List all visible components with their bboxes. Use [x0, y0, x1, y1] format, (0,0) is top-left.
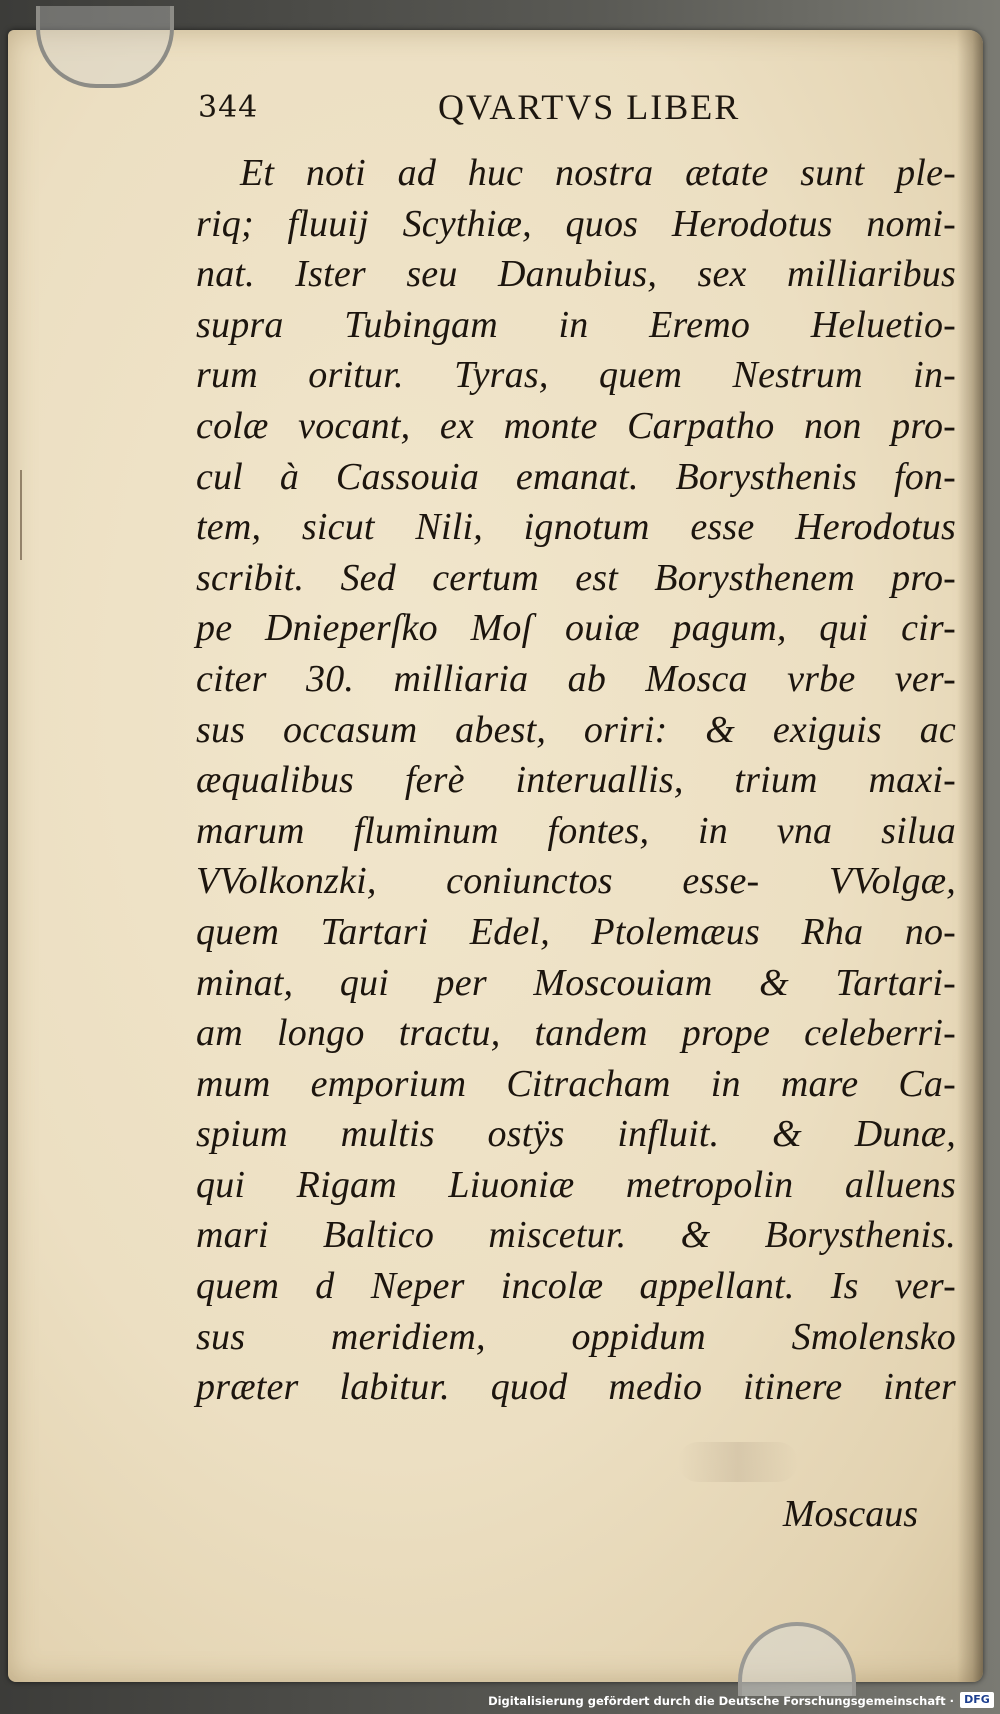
text-line: supra Tubingam in Eremo Heluetio-: [196, 303, 956, 346]
text-line: quem Tartari Edel, Ptolemæus Rha no-: [196, 910, 956, 953]
text-line: quem d Neper incolæ appellant. Is ver-: [196, 1265, 956, 1308]
text-line: tem, sicut Nili, ignotum esse Herodotus: [196, 506, 956, 549]
margin-mark: [20, 470, 22, 560]
text-line: am longo tractu, tandem prope celeberri-: [196, 1012, 956, 1055]
text-line: citer 30. milliaria ab Mosca vrbe ver-: [196, 657, 956, 700]
catchword: Moscaus: [782, 1493, 918, 1535]
book-page: [8, 30, 983, 1682]
text-line: scribit. Sed certum est Borysthenem pro-: [196, 556, 956, 599]
text-line: mum emporium Citracham in mare Ca-: [196, 1062, 956, 1105]
running-head: [198, 82, 818, 128]
text-line: spium multis ostÿs influit. & Dunæ,: [196, 1113, 956, 1156]
text-line: minat, qui per Moscouiam & Tartari-: [196, 961, 956, 1004]
funding-credit: Digitalisierung gefördert durch die Deutsche Forschungsgemeinschaft ·: [488, 1694, 954, 1708]
text-line: VVolkonzki, coniunctos esse- VVolgæ,: [196, 860, 956, 903]
text-line: mari Baltico miscetur. & Borysthenis.: [196, 1214, 956, 1257]
text-line: pe Dnieperſko Moſ ouiæ pagum, qui cir-: [196, 607, 956, 650]
text-line: Et noti ad huc nostra ætate sunt ple-: [240, 152, 956, 194]
text-line: sus occasum abest, oriri: & exiguis ac: [196, 708, 956, 751]
text-line: riq; fluuij Scythiæ, quos Herodotus nomi-: [196, 202, 956, 245]
body-text: [196, 148, 956, 1413]
text-line: marum fluminum fontes, in vna silua: [196, 809, 956, 852]
text-line: qui Rigam Liuoniæ metropolin alluens: [196, 1163, 956, 1206]
dfg-logo-icon: DFG: [960, 1692, 994, 1708]
text-line: colæ vocant, ex monte Carpatho non pro-: [196, 404, 956, 447]
text-line: sus meridiem, oppidum Smolensko: [196, 1315, 956, 1358]
text-line: cul à Cassouia emanat. Borysthenis fon-: [196, 455, 956, 498]
page-number: 344: [198, 90, 259, 125]
text-line: æqualibus ferè interuallis, trium maxi-: [196, 759, 956, 802]
page-edge-shadow: [957, 30, 983, 1682]
text-line: rum oritur. Tyras, quem Nestrum in-: [196, 354, 956, 397]
digitization-footer: [0, 1684, 1000, 1714]
ink-bleed-through: [678, 1442, 798, 1482]
running-title: QVARTVS LIBER: [438, 87, 741, 127]
text-line: præter labitur. quod medio itinere inter: [196, 1366, 956, 1409]
text-line: nat. Ister seu Danubius, sex milliaribus: [196, 253, 956, 296]
